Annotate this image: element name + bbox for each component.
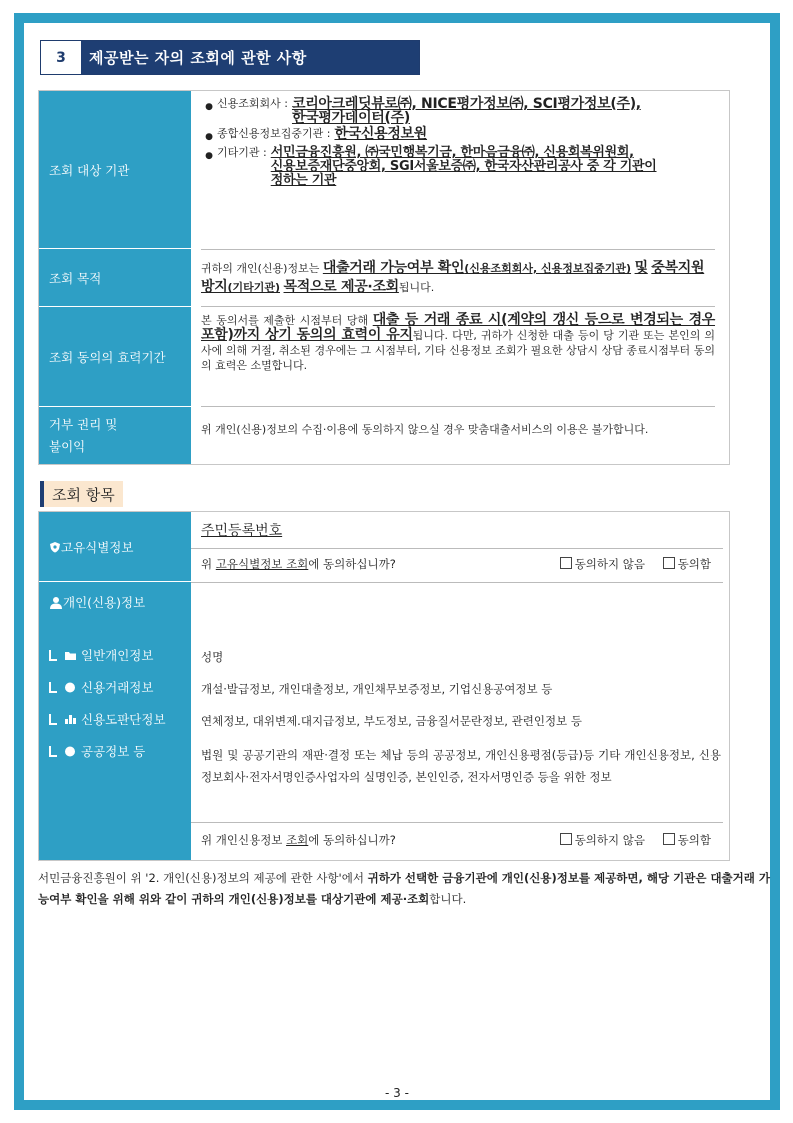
unique-id-label: 고유식별정보 — [39, 512, 191, 582]
bullet-icon: ● — [205, 132, 213, 142]
page — [24, 23, 770, 1100]
target-item — [201, 146, 715, 188]
personal-row-value: 성명 — [201, 650, 224, 664]
shield-icon — [49, 541, 61, 553]
divider — [191, 822, 723, 823]
section-header — [40, 40, 420, 75]
target-prefix: 신용조회회사 : — [217, 97, 288, 110]
purpose-label: 조회 목적 — [39, 249, 191, 307]
target-prefix: 종합신용정보집중기관 : — [217, 127, 331, 140]
person-icon — [49, 596, 63, 609]
target-names: 한국신용정보원 — [334, 126, 428, 142]
personal-row-label: 일반개인정보 — [39, 644, 191, 666]
unique-id-question: 위 고유식별정보 조회에 동의하십니까? 동의하지 않음 동의함 — [201, 557, 711, 571]
personal-agree[interactable]: 동의함 — [663, 833, 711, 847]
section-title: 제공받는 자의 조회에 관한 사항 — [81, 41, 419, 74]
checkbox-icon — [663, 557, 675, 569]
target-prefix: 기타기관 : — [217, 146, 267, 159]
personal-row-value: 법원 및 공공기관의 재판·결정 또는 체납 등의 공공정보, 개인신용평점(등급)등 기타 개인신용정보, 신용정보회사·전자서명인증사업자의 실명인증, 본인인증, 전자서명인증 등을 위한 정보 — [201, 748, 721, 784]
personal-question: 위 개인신용정보 조회에 동의하십니까? 동의하지 않음 동의함 — [201, 833, 711, 847]
items-table — [38, 511, 730, 861]
target-names: 신용보증재단중앙회, SGI서울보증㈜, 한국자산관리공사 중 각 기관이 — [270, 159, 657, 174]
targets-label: 조회 대상 기관 — [39, 91, 191, 249]
personal-row-value: 연체정보, 대위변제.대지급정보, 부도정보, 금융질서문란정보, 관련인정보 등 — [201, 714, 582, 728]
target-names: 서민금융진흥원, ㈜국민행복기금, 한마음금융㈜, 신용회복위원회, — [270, 145, 634, 160]
bullet-icon: ● — [205, 151, 213, 161]
validity-label: 조회 동의의 효력기간 — [39, 307, 191, 407]
personal-label: 개인(신용)정보 — [39, 590, 191, 614]
target-names: 코리아크레딧뷰로㈜, NICE평가정보㈜, SCI평가정보(주), — [291, 96, 641, 112]
consent-table — [38, 90, 730, 465]
divider — [191, 582, 723, 583]
personal-disagree[interactable]: 동의하지 않음 — [560, 833, 645, 847]
refusal-text: 위 개인(신용)정보의 수집·이용에 동의하지 않으실 경우 맞춤대출서비스의 이용은 불가합니다. — [201, 423, 649, 436]
target-names: 한국평가데이터(주) — [291, 110, 410, 126]
personal-row-label: 신용거래정보 — [39, 676, 191, 698]
personal-row-label: 신용도판단정보 — [39, 708, 191, 730]
target-names: 정하는 기관 — [270, 173, 337, 188]
page-number: - 3 - — [385, 1086, 409, 1100]
purpose-text: 귀하의 개인(신용)정보는 대출거래 가능여부 확인(신용조회회사, 신용정보집중기관) 및 중복지원 방지(기타기관) 목적으로 제공·조회됩니다. — [201, 249, 715, 307]
target-item — [201, 97, 715, 125]
targets-row — [39, 91, 729, 249]
personal-row-label: 공공정보 등 — [39, 740, 191, 762]
circle-icon — [49, 745, 79, 757]
unique-id-disagree[interactable]: 동의하지 않음 — [560, 557, 645, 571]
validity-text: 본 동의서를 제출한 시점부터 당해 대출 등 거래 종료 시(계약의 갱신 등으로 변경되는 경우 포함)까지 상기 동의의 효력이 유지됩니다. 다만, 귀하가 신청한 대출 등이 당 기관 또는 본인의 의사에 의해 거절, 취소된 경우에는 그 시점부터, 기타 신용정보 조회가 필요한 상담시 상담 종료시점부터 동의의 효력은 소멸합니다. — [201, 307, 715, 407]
folder-icon — [49, 649, 79, 661]
refusal-row — [39, 407, 729, 464]
items-section-header — [40, 481, 123, 507]
refusal-label: 거부 권리 및 불이익 — [39, 407, 191, 464]
checkbox-icon — [560, 833, 572, 845]
bar-chart-icon — [49, 713, 79, 725]
items-section-title: 조회 항목 — [44, 481, 123, 507]
unique-id-agree[interactable]: 동의함 — [663, 557, 711, 571]
circle-icon — [49, 681, 79, 693]
footer-note: 서민금융진흥원이 위 '2. 개인(신용)정보의 제공에 관한 사항'에서 귀하가 선택한 금융기관에 개인(신용)정보를 제공하면, 해당 기관은 대출거래 가능여부 확인을 위해 위와 같이 귀하의 개인(신용)정보를 대상기관에 제공·조회합니다. — [38, 871, 770, 906]
purpose-row — [39, 249, 729, 307]
unique-id-value: 주민등록번호 — [201, 523, 283, 539]
bullet-icon: ● — [205, 102, 213, 112]
targets-cell — [201, 91, 715, 250]
section-number: 3 — [41, 41, 81, 74]
page-frame — [14, 13, 780, 1110]
validity-row — [39, 307, 729, 407]
divider — [191, 548, 723, 549]
checkbox-icon — [560, 557, 572, 569]
personal-row-value: 개설·발급정보, 개인대출정보, 개인채무보증정보, 기업신용공여정보 등 — [201, 682, 553, 696]
target-item — [201, 127, 715, 144]
checkbox-icon — [663, 833, 675, 845]
